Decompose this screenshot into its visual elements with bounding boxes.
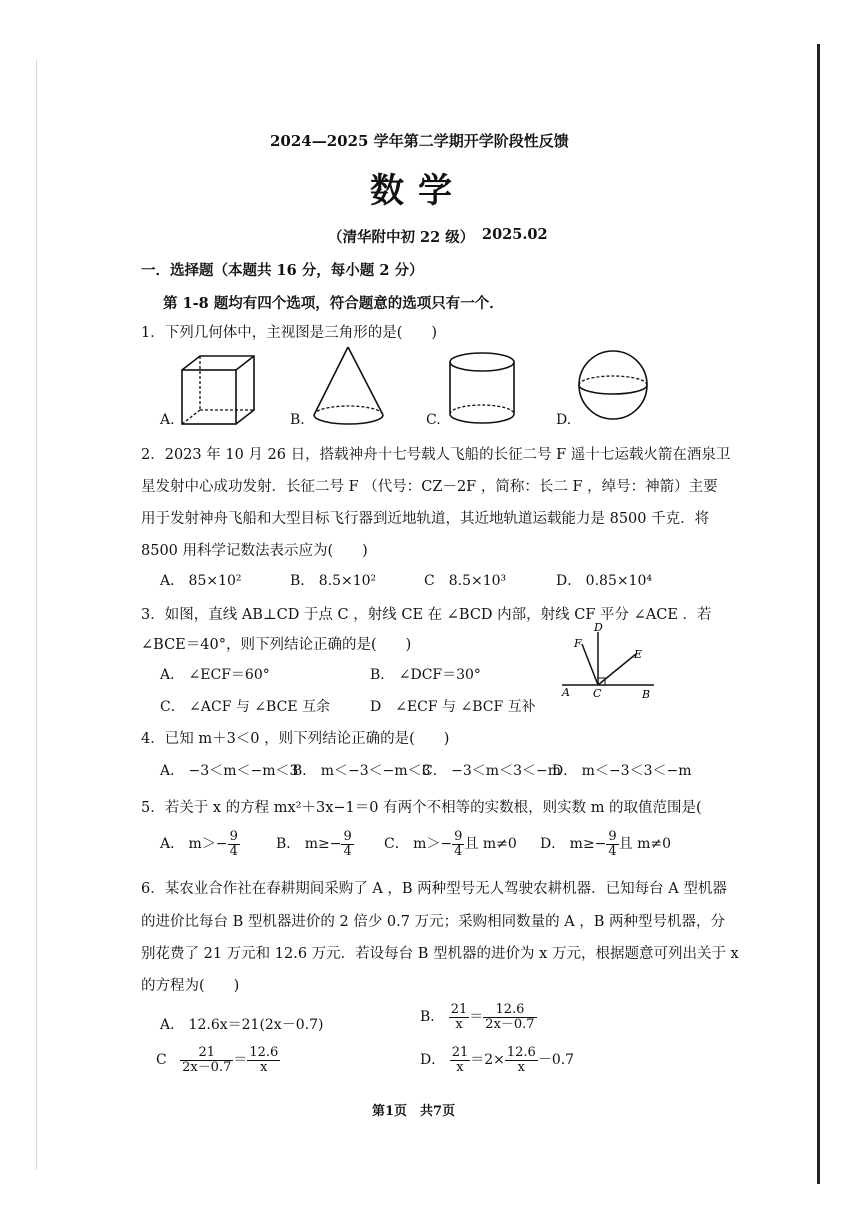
denominator: x: [456, 1059, 464, 1075]
numerator: 9: [229, 829, 238, 844]
numerator: 12.6: [506, 1045, 536, 1060]
q5-c-suffix: 且 m≠0: [464, 836, 517, 853]
q3-line-1: 3．如图，直线 AB⊥CD 于点 C ，射线 CE 在 ∠BCD 内部，射线 CF 平分 ∠ACE ．若: [141, 607, 712, 623]
numerator: 9: [343, 829, 352, 844]
q1-stem: 1．下列几何体中，主视图是三角形的是( ): [141, 325, 438, 341]
fraction: [180, 1046, 233, 1074]
numerator: 9: [454, 829, 463, 844]
tail-term: －0.7: [537, 1052, 575, 1069]
q6-option-d: [420, 1046, 574, 1074]
q6-line-2: 的进价比每台 B 型机器进价的 2 倍少 0.7 万元；采购相同数量的 A ，B 两种型号机器，分: [141, 914, 726, 930]
q3-line-2: ∠BCE＝40°，则下列结论正确的是( ): [141, 637, 412, 653]
fraction: [247, 1046, 280, 1074]
q2-line-3: 用于发射神舟飞船和大型目标飞行器到近地轨道，其近地轨道运载能力是 8500 千克．将: [141, 511, 710, 527]
q2-option-a: A． 85×10²: [160, 573, 242, 589]
q1-option-d-label: D.: [556, 412, 572, 428]
q4-option-d: D． m＜−3＜3＜−m: [552, 763, 692, 779]
numerator: 21: [451, 1045, 469, 1060]
q5-b-prefix: B． m≥−: [276, 836, 342, 853]
q3-angle-figure: [560, 622, 660, 700]
q2-option-c: C 8.5×10³: [424, 573, 507, 589]
option-label: C: [156, 1052, 167, 1069]
q3-option-a: A． ∠ECF＝60°: [160, 667, 270, 683]
q4-stem: 4．已知 m＋3＜0 ，则下列结论正确的是( ): [141, 731, 450, 747]
denominator: 2x－0.7: [485, 1016, 535, 1032]
q2-line-1: 2．2023 年 10 月 26 日，搭载神舟十七号载人飞船的长征二号 F 遥十七运载火箭在酒泉卫: [141, 447, 731, 463]
denominator: x: [517, 1059, 526, 1075]
denominator: 4: [454, 843, 463, 859]
fraction: [606, 830, 618, 858]
fig-label-a: A: [562, 686, 570, 699]
q6-line-1: 6．某农业合作社在春耕期间采购了 A ，B 两种型号无人驾驶农耕机器．已知每台 A 型机器: [141, 881, 727, 897]
exam-term-title: 2024—2025 学年第二学期开学阶段性反馈: [270, 132, 569, 150]
option-label: D．: [420, 1052, 446, 1069]
fig-label-c: C: [593, 687, 602, 700]
cone-icon: [310, 345, 390, 431]
school-grade: （清华附中初 22 级）: [328, 229, 475, 246]
equals-times: ＝2×: [470, 1052, 505, 1069]
equals: ＝: [233, 1052, 248, 1069]
subject-title: 数学: [370, 171, 466, 211]
fig-label-f: F: [574, 637, 582, 650]
q2-option-d: D． 0.85×10⁴: [556, 573, 653, 589]
q3-option-c: C． ∠ACF 与 ∠BCE 互余: [160, 699, 330, 715]
q3-option-b: B． ∠DCF＝30°: [370, 667, 481, 683]
q6-option-a: A． 12.6x＝21(2x－0.7): [160, 1017, 324, 1033]
denominator: 4: [343, 843, 352, 859]
numerator: 12.6: [249, 1045, 279, 1060]
option-label: B．: [420, 1009, 445, 1026]
equals: ＝: [469, 1009, 484, 1026]
fraction: [483, 1003, 536, 1031]
cylinder-icon: [446, 350, 522, 428]
q5-stem: 5．若关于 x 的方程 mx²＋3x−1＝0 有两个不相等的实数根，则实数 m 的取值范围是(: [141, 800, 702, 816]
q2-line-4: 8500 用科学记数法表示应为( ): [141, 543, 368, 559]
q2-line-2: 星发射中心成功发射．长征二号 F （代号：CZ－2F ，简称：长二 F ，绰号：神箭）主要: [141, 479, 718, 495]
q5-option-b: [276, 830, 354, 858]
cube-icon: [178, 352, 258, 428]
fig-label-e: E: [634, 648, 643, 661]
page-right-border: [817, 44, 820, 1184]
q6-line-4: 的方程为( ): [141, 978, 240, 994]
q4-option-c: C． −3＜m＜3＜−m: [422, 763, 561, 779]
q6-line-3: 别花费了 21 万元和 12.6 万元．若设每台 B 型机器的进价为 x 万元，根据题意可列出关于 x: [141, 946, 739, 962]
fraction: [452, 830, 464, 858]
fraction: [505, 1046, 538, 1074]
q5-d-prefix: D． m≥−: [540, 836, 607, 853]
q5-option-a: [160, 830, 240, 858]
section-title: 一．选择题（本题共 16 分，每小题 2 分）: [141, 262, 424, 279]
q5-option-d: [540, 830, 671, 858]
denominator: x: [455, 1016, 463, 1032]
fig-label-d: D: [594, 621, 603, 634]
q6-option-c: [156, 1046, 280, 1074]
fraction: [228, 830, 240, 858]
page-footer: 第1页 共7页: [372, 1104, 456, 1119]
q4-option-a: A． −3＜m＜−m＜3: [160, 763, 299, 779]
numerator: 12.6: [483, 1003, 536, 1018]
numerator: 9: [608, 829, 617, 844]
fraction: [450, 1046, 471, 1074]
denominator: 2x－0.7: [182, 1059, 232, 1075]
q1-option-b-label: B.: [290, 412, 305, 428]
denominator: 4: [608, 843, 617, 859]
fig-label-b: B: [642, 688, 651, 701]
section-instruction: 第 1-8 题均有四个选项，符合题意的选项只有一个．: [163, 295, 504, 312]
q5-a-prefix: A． m＞−: [160, 836, 228, 853]
sphere-icon: [576, 347, 652, 427]
q5-c-prefix: C． m＞−: [384, 836, 453, 853]
numerator: 21: [180, 1046, 233, 1061]
q1-option-a-label: A.: [160, 412, 175, 428]
denominator: 4: [229, 843, 238, 859]
q3-option-d: D ∠ECF 与 ∠BCF 互补: [370, 699, 536, 715]
q5-d-suffix: 且 m≠0: [618, 836, 672, 853]
page-left-edge: [36, 60, 37, 1170]
q5-option-c: [384, 830, 517, 858]
q2-option-b: B． 8.5×10²: [290, 573, 377, 589]
denominator: x: [260, 1059, 268, 1075]
fraction: [341, 830, 353, 858]
exam-date: 2025.02: [482, 226, 548, 243]
q4-option-b: B． m＜−3＜−m＜3: [292, 763, 431, 779]
q1-option-c-label: C.: [426, 412, 441, 428]
q6-option-b: [420, 1003, 537, 1031]
numerator: 21: [450, 1002, 468, 1017]
fraction: [449, 1003, 470, 1031]
